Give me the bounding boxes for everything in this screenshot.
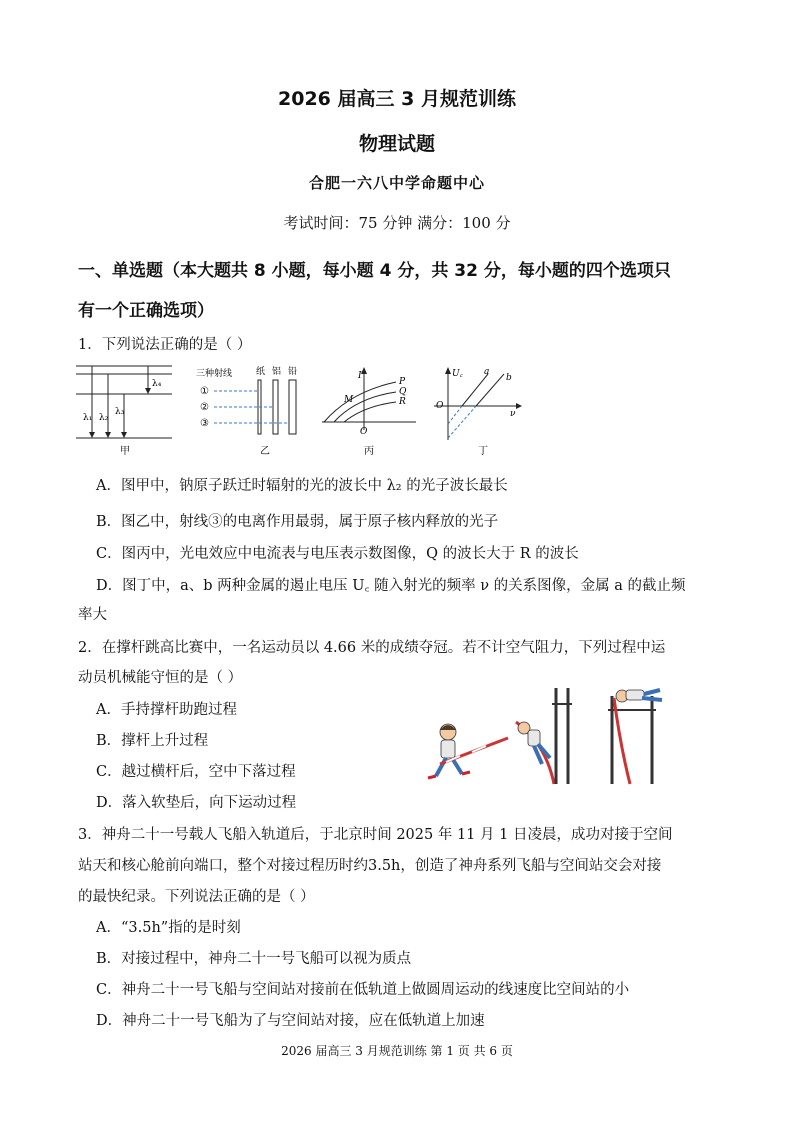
q3-option-d: D．神舟二十一号飞船为了与空间站对接，应在低轨道上加速: [96, 1013, 485, 1029]
fig-ding-caption: 丁: [478, 446, 488, 457]
exam-title: 2026 届高三 3 月规范训练: [278, 88, 516, 110]
curve-q: Q: [399, 387, 407, 397]
curve-p: P: [399, 377, 406, 387]
q3-stem-line1: 3．神舟二十一号载人飞船入轨道后，于北京时间 2025 年 11 月 1 日凌晨，成功对接于空间: [78, 827, 673, 843]
point-m: M: [344, 395, 354, 405]
q1-figure-jia: [74, 362, 174, 458]
lambda4-label: λ₄: [152, 379, 162, 389]
q2-option-a: A．手持撑杆助跑过程: [96, 702, 237, 718]
exam-info: 考试时间：75 分钟 满分：100 分: [283, 214, 511, 232]
pole-vault-illustration: [416, 684, 672, 788]
line-b: b: [506, 373, 512, 383]
ray-1-label: ①: [200, 386, 209, 397]
q3-stem-line3: 的最快纪录。下列说法正确的是（ ）: [78, 889, 315, 905]
fig-yi-caption: 乙: [260, 446, 270, 457]
subject-title: 物理试题: [358, 133, 435, 155]
q1-figure-yi: [196, 362, 306, 458]
organizer: 合肥一六八中学命题中心: [308, 174, 485, 192]
q3-stem-line2: 站天和核心舱前向端口，整个对接过程历时约3.5h，创造了神舟系列飞船与空间站交会对接: [78, 858, 662, 874]
q2-option-b: B．撑杆上升过程: [96, 733, 209, 749]
ray-3-label: ③: [200, 418, 209, 429]
section-heading-line1: 一、单选题（本大题共 8 小题，每小题 4 分，共 32 分，每小题的四个选项只: [78, 261, 671, 281]
lambda2-label: λ₂: [99, 413, 109, 423]
q3-option-b: B．对接过程中，神舟二十一号飞船可以视为质点: [96, 951, 412, 967]
q1-figure-bing: [320, 362, 420, 458]
q1-option-c: C．图丙中，光电效应中电流表与电压表示数图像，Q 的波长大于 R 的波长: [96, 546, 579, 562]
lambda3-label: λ₃: [115, 407, 125, 417]
q1-option-a: A．图甲中，钠原子跃迁时辐射的光的波长中 λ₂ 的光子波长最长: [96, 478, 508, 494]
line-a: a: [484, 367, 490, 377]
q3-option-c: C．神舟二十一号飞船与空间站对接前在低轨道上做圆周运动的线速度比空间站的小: [96, 982, 630, 998]
ding-axis-nu: ν: [510, 409, 516, 419]
q2-option-c: C．越过横杆后，空中下落过程: [96, 764, 296, 780]
bing-axis-i: I: [358, 371, 362, 381]
material-paper: 纸: [256, 367, 266, 377]
lambda1-label: λ₁: [83, 413, 93, 423]
ding-axis-uc: U꜀: [452, 369, 463, 379]
bing-origin: O: [360, 427, 368, 437]
q1-figure-ding: [432, 362, 527, 458]
q1-option-d: D．图丁中，a、b 两种金属的遏止电压 U꜀ 随入射光的频率 ν 的关系图像，金属 a 的截止频: [96, 578, 686, 594]
material-lead: 铅: [288, 367, 298, 377]
q1-stem: 1．下列说法正确的是（ ）: [78, 337, 252, 353]
q1-option-d-cont: 率大: [78, 607, 107, 623]
material-aluminum: 铝: [272, 367, 282, 377]
q3-option-a: A．“3.5h”指的是时刻: [96, 920, 241, 936]
rays-heading: 三种射线: [196, 369, 233, 379]
section-heading-line2: 有一个正确选项）: [78, 301, 214, 321]
curve-r: R: [399, 397, 406, 407]
q2-stem-line1: 2．在撑杆跳高比赛中，一名运动员以 4.66 米的成绩夺冠。若不计空气阻力，下列过程中运: [78, 640, 666, 656]
fig-jia-caption: 甲: [120, 446, 130, 457]
q1-option-b: B．图乙中，射线③的电离作用最弱，属于原子核内释放的光子: [96, 514, 499, 530]
q2-option-d: D．落入软垫后，向下运动过程: [96, 795, 297, 811]
q2-stem-line2: 动员机械能守恒的是（ ）: [78, 670, 243, 686]
page-footer: 2026 届高三 3 月规范训练 第 1 页 共 6 页: [281, 1044, 513, 1058]
ding-origin: O: [436, 401, 444, 411]
ray-2-label: ②: [200, 402, 209, 413]
fig-bing-caption: 丙: [364, 446, 374, 457]
